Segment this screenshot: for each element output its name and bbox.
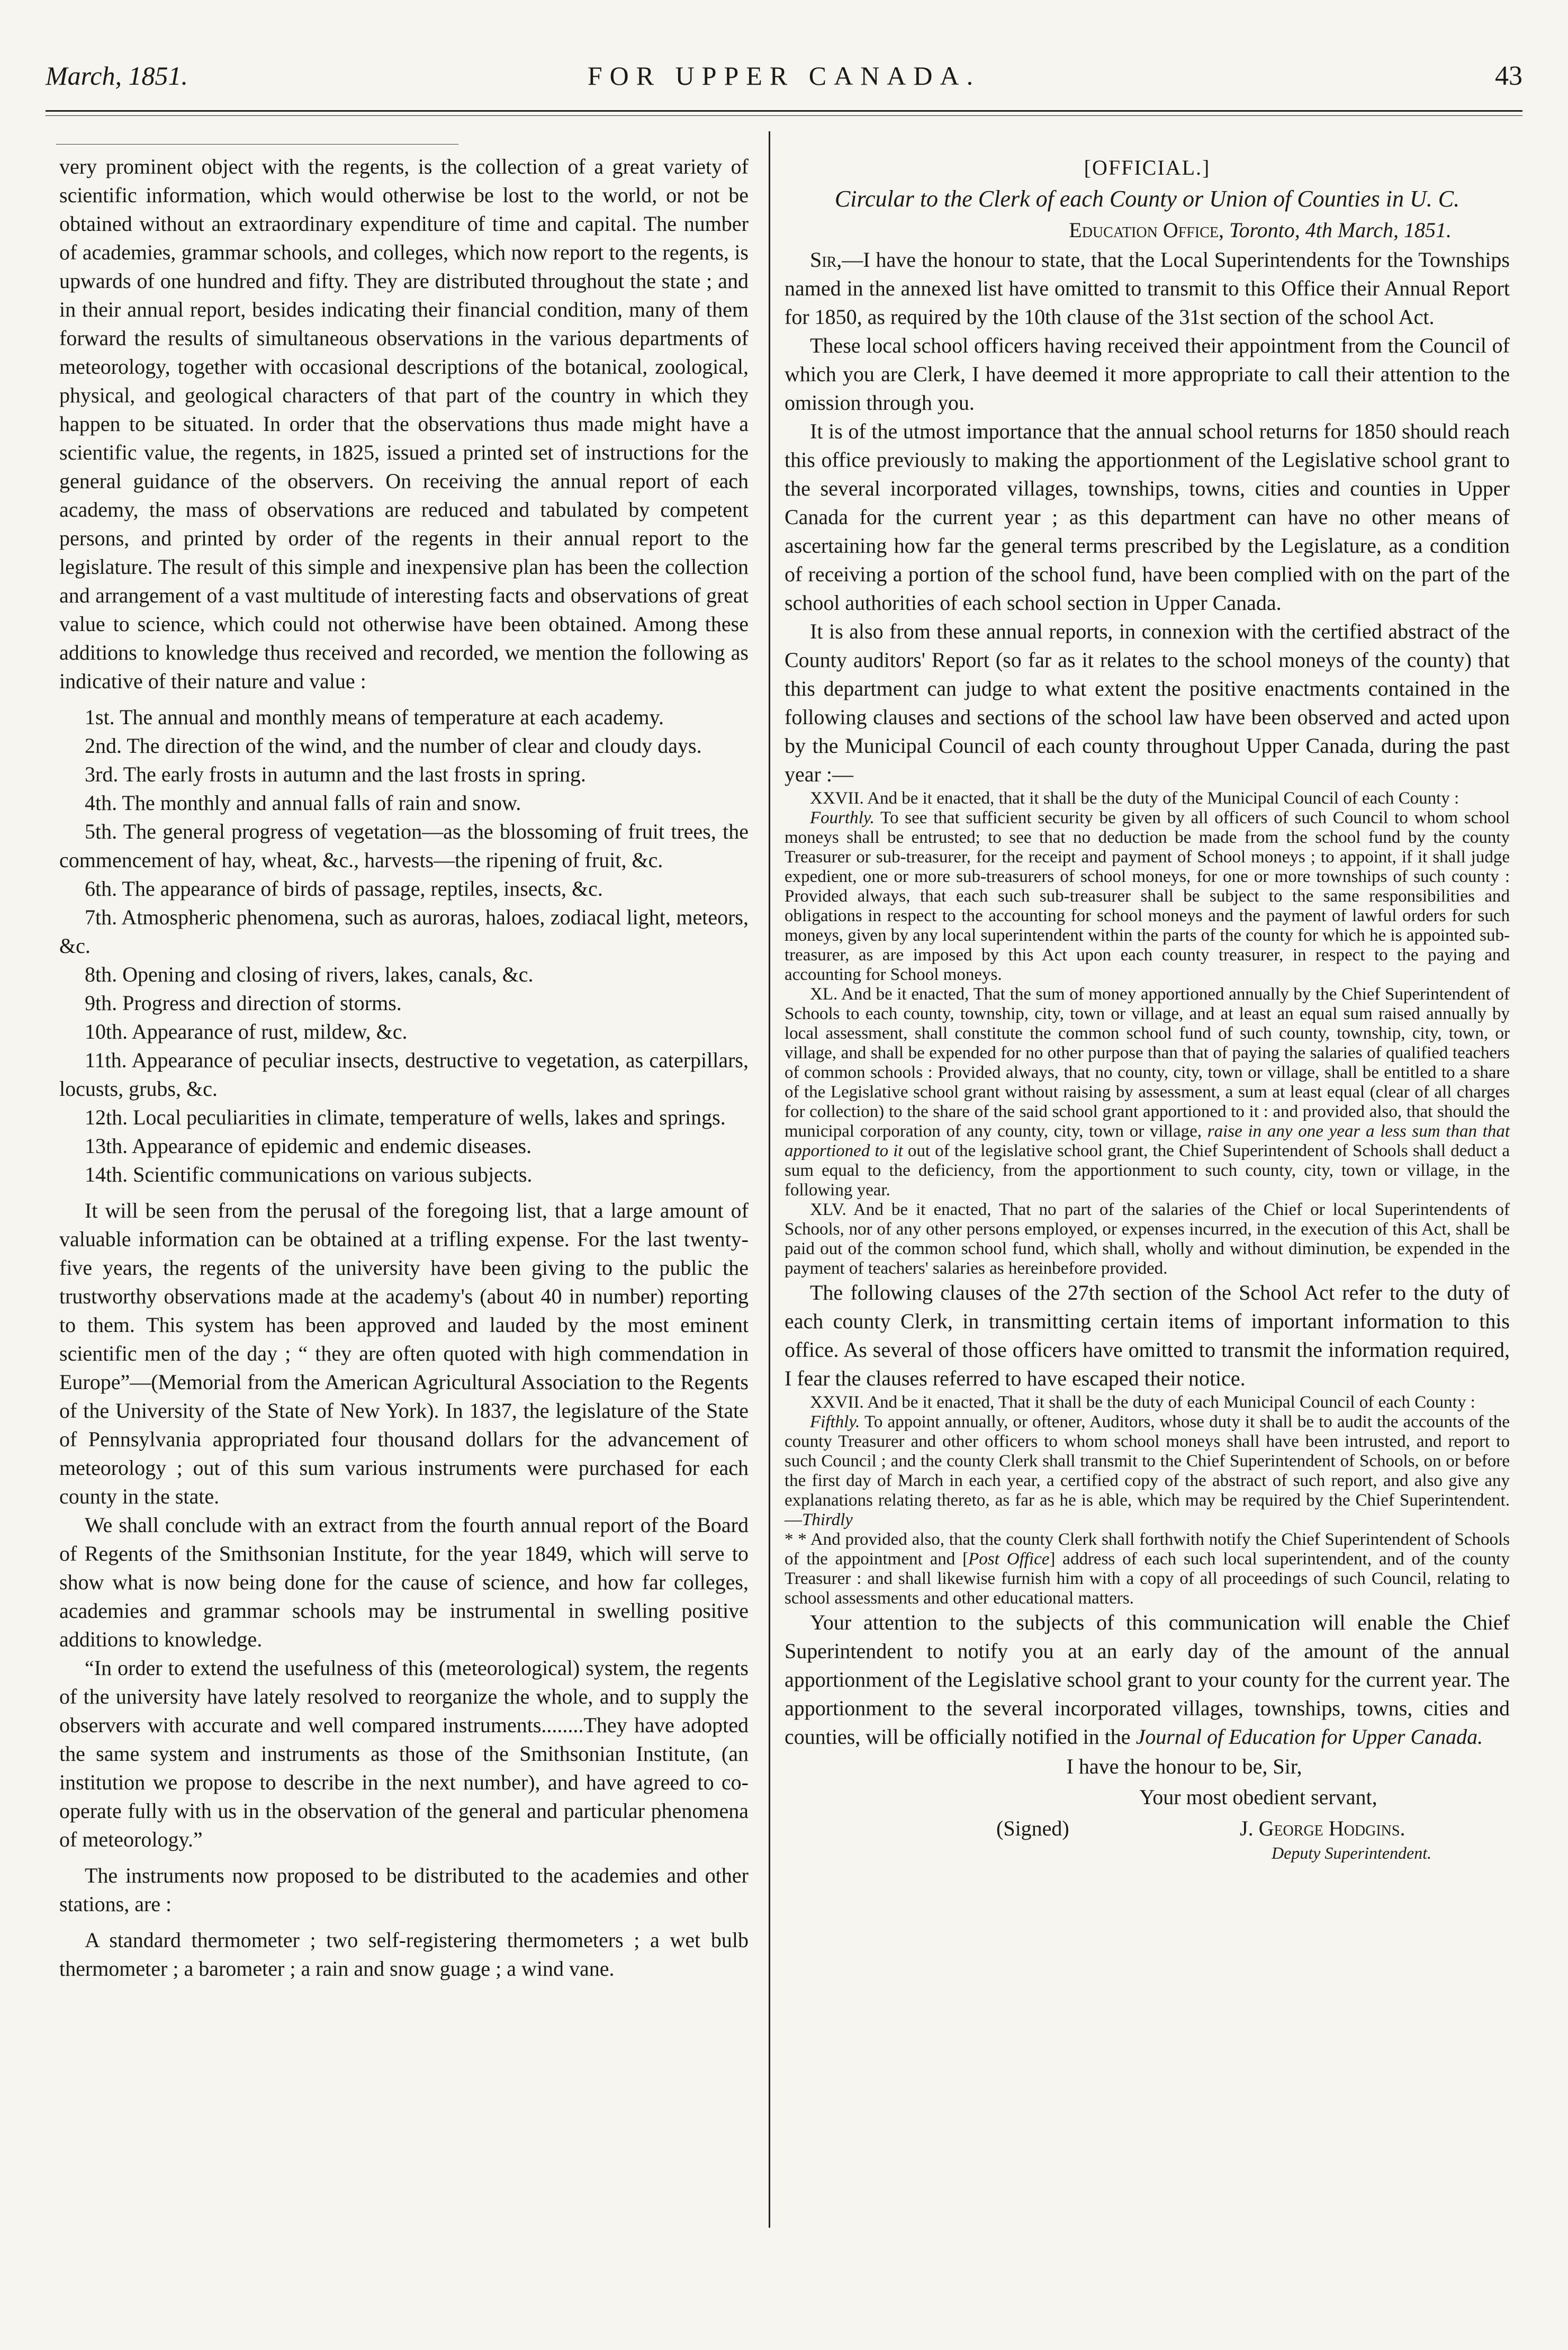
- list-item: 7th. Atmospheric phenomena, such as auroras, haloes, zodiacal light, meteors, &c.: [59, 905, 749, 958]
- list-item: 8th. Opening and closing of rivers, lakes, canals, &c.: [85, 962, 534, 986]
- list-item: 6th. The appearance of birds of passage, reptiles, insects, &c.: [85, 877, 603, 901]
- letter-paragraph-4: It is also from these annual reports, in connexion with the certified abstract of the County auditors' Report (so far as it relates to the school moneys of the county) that this department can judge to what extent the positive enactments contained in the following clauses and sections of the school law have been observed and acted upon by the Municipal Council of each county throughout Upper Canada, during the past year :—: [785, 619, 1510, 786]
- list-item: 12th. Local peculiarities in climate, temperature of wells, lakes and springs.: [85, 1105, 726, 1129]
- circular-title: Circular to the Clerk of each County or Union of Counties in U. C.: [834, 186, 1460, 212]
- clause-fourthly: Fourthly. To see that sufficient security be given by all officers of such Council to whom school moneys shall be entrusted; to see that no deduction be made from the school fund by the county Treasurer or sub-treasurer, for the receipt and payment of School moneys ; to appoint, if it shall judge expedient, one or more sub-treasurers of school moneys, for one or more townships of such county : Provided always, that each such sub-treasurer shall be subject to the same responsibilities and obligations in respect to the accounting for school moneys and the payment of lawful orders for such moneys, given by any local superintendent within the parts of the county for which he is appointed sub-treasurer, as are imposed by this Act upon each county treasurer, in respect to the paying and accounting for School moneys.: [785, 808, 1510, 984]
- conclude-paragraph: We shall conclude with an extract from the fourth annual report of the Board of Regents of the Smithsonian Institute, for the year 1849, which will serve to show what is now being done for the cause of science, and how far colleges, academies and grammar schools may be instrumental in swelling positive additions to knowledge.: [59, 1513, 749, 1651]
- office-place-date: Toronto, 4th March, 1851.: [1229, 218, 1452, 242]
- list-item: 9th. Progress and direction of storms.: [85, 991, 402, 1015]
- instruments-list: A standard thermometer ; two self-registering thermometers ; a wet bulb thermometer ; a barometer ; a rain and snow guage ; a wind vane.: [59, 1928, 749, 1980]
- official-tag: [OFFICIAL.]: [1084, 156, 1211, 179]
- closing-line-2: Your most obedient servant,: [1139, 1785, 1377, 1809]
- clause-label: Fourthly.: [810, 808, 875, 827]
- header-rule: [46, 110, 1522, 112]
- office-name: Education Office,: [1069, 218, 1224, 242]
- list-item: 13th. Appearance of epidemic and endemic diseases.: [85, 1134, 532, 1158]
- letter-paragraph-6: Your attention to the subjects of this communication will enable the Chief Superintendent to notify you at an early day of the amount of the annual apportionment of the Legislative school grant to your county for the current year. The apportionment to the several incorporated villages, townships, towns, cities and counties, will be officially notified in the Journal of Education for Upper Canada.: [785, 1610, 1510, 1749]
- salutation: Sir,: [810, 248, 842, 272]
- right-column: [785, 152, 1510, 1862]
- header-date: March, 1851.: [46, 61, 188, 91]
- list-item: 1st. The annual and monthly means of temperature at each academy.: [85, 705, 664, 729]
- clause-xl: XL. And be it enacted, That the sum of money apportioned annually by the Chief Superintendent of Schools to each county, township, city, town or village, and at least an equal sum raised annually by local assessment, shall constitute the common school fund of such county, township, city, town, or village, and shall be expended for no other purpose than that of paying the salaries of qualified teachers of common schools : Provided always, that no county, city, town or village, shall be entitled to a share of the Legislative school grant without raising by assessment, a sum at least equal (clear of all charges for collection) to the share of the said school grant apportioned to it : and provided also, that should the municipal corporation of any county, city, town or village, raise in any one year a less sum than that apportioned to it out of the legislative school grant, the Chief Superintendent of Schools shall deduct a sum equal to the deficiency, from the apportionment to such county, city, town or village, in the following year.: [785, 985, 1510, 1200]
- letter-paragraph-2: These local school officers having received their appointment from the Council of which you are Clerk, I have deemed it more appropriate to call their attention to the omission through you.: [785, 334, 1510, 415]
- instruments-paragraph: The instruments now proposed to be distributed to the academies and other stations, are :: [59, 1863, 749, 1916]
- list-item: 14th. Scientific communications on various subjects.: [85, 1163, 533, 1186]
- running-header: [46, 49, 1522, 107]
- journal-title: Journal of Education for Upper Canada.: [1136, 1725, 1483, 1749]
- header-rule-thin: [46, 115, 1522, 116]
- page-number: 43: [1495, 61, 1522, 91]
- letter-paragraph-1: Sir,—I have the honour to state, that the Local Superintendents for the Townships named in the annexed list have omitted to transmit to this Office their Annual Report for 1850, as required by the 10th clause of the 31st section of the school Act.: [785, 248, 1510, 329]
- left-column: [59, 152, 749, 1983]
- list-item: 4th. The monthly and annual falls of rain and snow.: [85, 791, 521, 815]
- perusal-paragraph: It will be seen from the perusal of the foregoing list, that a large amount of valuable information can be obtained at a trifling expense. For the last twenty-five years, the regents of the university have been giving to the public the trustworthy observations made at the academy's (about 40 in number) reporting to them. This system has been approved and lauded by the most eminent scientific men of the day ; “ they are often quoted with high commendation in Europe”—(Memorial from the American Agricultural Association to the Regents of the University of the State of New York). In 1837, the legislature of the State of Pennsylvania appropriated four thousand dollars for the advancement of meteorology ; out of this sum various instruments were purchased for each county in the state.: [59, 1199, 749, 1508]
- clause-xxvii-heading: XXVII. And be it enacted, that it shall be the duty of the Municipal Council of each County :: [810, 789, 1459, 808]
- letter-paragraph-5: The following clauses of the 27th section of the School Act refer to the duty of each county Clerk, in transmitting certain items of important information to this office. As several of those officers have omitted to transmit the information required, I fear the clauses referred to have escaped their notice.: [785, 1281, 1510, 1390]
- list-item: 3rd. The early frosts in autumn and the last frosts in spring.: [85, 762, 586, 786]
- signed-label: (Signed): [996, 1816, 1069, 1840]
- header-title: FOR UPPER CANADA.: [587, 61, 981, 91]
- quote-paragraph: “In order to extend the usefulness of this (meteorological) system, the regents of the university have lately resolved to reorganize the whole, and to supply the observers with accurate and well compared instruments........They have adopted the same system and instruments as those of the Smithsonian Institute, (an institution we propose to describe in the next number), and have agreed to co-operate fully with us in the observation of the general and particular phenomena of meteorology.”: [59, 1656, 749, 1851]
- signatory-title: Deputy Superintendent.: [1272, 1843, 1432, 1862]
- clause-label: Fifthly.: [810, 1412, 860, 1431]
- list-item: 2nd. The direction of the wind, and the number of clear and cloudy days.: [85, 734, 702, 758]
- intro-paragraph: very prominent object with the regents, is the collection of a great variety of scientific information, which would otherwise be lost to the world, or not be obtained without an extraordinary expenditure of time and capital. The number of academies, grammar schools, and colleges, which now report to the regents, is upwards of one hundred and fifty. They are distributed throughout the state ; and in their annual report, besides indicating their financial condition, many of them forward the results of simultaneous observations in the various departments of meteorology, together with occasional descriptions of the botanical, zoological, physical, and geological characters of that part of the country in which they happen to be situated. In order that the observations thus made might have a scientific value, the regents, in 1825, issued a printed set of instructions for the general guidance of the observers. On receiving the annual report of each academy, the mass of observations are reduced and tabulated by competent persons, and printed by order of the regents in their annual report to the legislature. The result of this simple and inexpensive plan has been the collection and arrangement of a vast multitude of interesting facts and observations of great value to science, which could not otherwise have been obtained. Among these additions to knowledge thus received and recorded, we mention the following as indicative of their nature and value :: [59, 155, 749, 693]
- signature-block: [785, 1816, 1510, 1862]
- clause-xl-emphasis: raise in any one year a less sum than that apportioned to it: [785, 1122, 1510, 1160]
- clause-xlv: XLV. And be it enacted, That no part of the salaries of the Chief or local Superintendents of Schools, nor of any other persons employed, or expenses incurred, in the execution of this Act, shall be paid out of the common school fund, which shall, wholly and without diminution, be expended in the payment of teachers' salaries as hereinbefore provided.: [785, 1200, 1510, 1278]
- section-rule: [56, 144, 458, 145]
- list-item: 11th. Appearance of peculiar insects, destructive to vegetation, as caterpillars, locusts, grubs, &c.: [59, 1048, 749, 1101]
- column-divider: [769, 131, 770, 2228]
- signatory-name: J. George Hodgins.: [1240, 1816, 1405, 1840]
- clause-label: Thirdly: [802, 1510, 853, 1529]
- clause-xxvii-2-heading: XXVII. And be it enacted, That it shall be the duty of each Municipal Council of each County :: [810, 1393, 1475, 1412]
- list-item: 5th. The general progress of vegetation—as the blossoming of fruit trees, the commencement of hay, wheat, &c., harvests—the ripening of fruit, &c.: [59, 820, 749, 872]
- clause-fifthly: Fifthly. To appoint annually, or oftener, Auditors, whose duty it shall be to audit the accounts of the county Treasurer and other officers to whom school moneys shall have been intrusted, and report to such Council ; and the county Clerk shall transmit to the Chief Superintendent of Schools, on or before the first day of March in each year, a certified copy of the abstract of such report, and also give any explanations relating thereto, as far as he is able, which may be required by the Chief Superintendent.—Thirdly * * And provided also, that the county Clerk shall forthwith notify the Chief Superintendent of Schools of the appointment and [Post Office] address of each such local superintendent, and of the county Treasurer : and shall likewise furnish him with a copy of all proceedings of such Council, relating to school assessments and other educational matters.: [785, 1412, 1510, 1608]
- office-line: [785, 215, 1510, 246]
- closing-line-1: I have the honour to be, Sir,: [1066, 1754, 1302, 1778]
- list-item: 10th. Appearance of rust, mildew, &c.: [85, 1020, 408, 1043]
- letter-paragraph-3: It is of the utmost importance that the annual school returns for 1850 should reach this office previously to making the apportionment of the Legislative school grant to the several incorporated villages, townships, towns, cities and counties in Upper Canada for the current year ; as this department can have no other means of ascertaining how far the general terms prescribed by the Legislature, as a condition of receiving a portion of the school fund, have been complied with on the part of the school authorities of each school section in Upper Canada.: [785, 419, 1510, 615]
